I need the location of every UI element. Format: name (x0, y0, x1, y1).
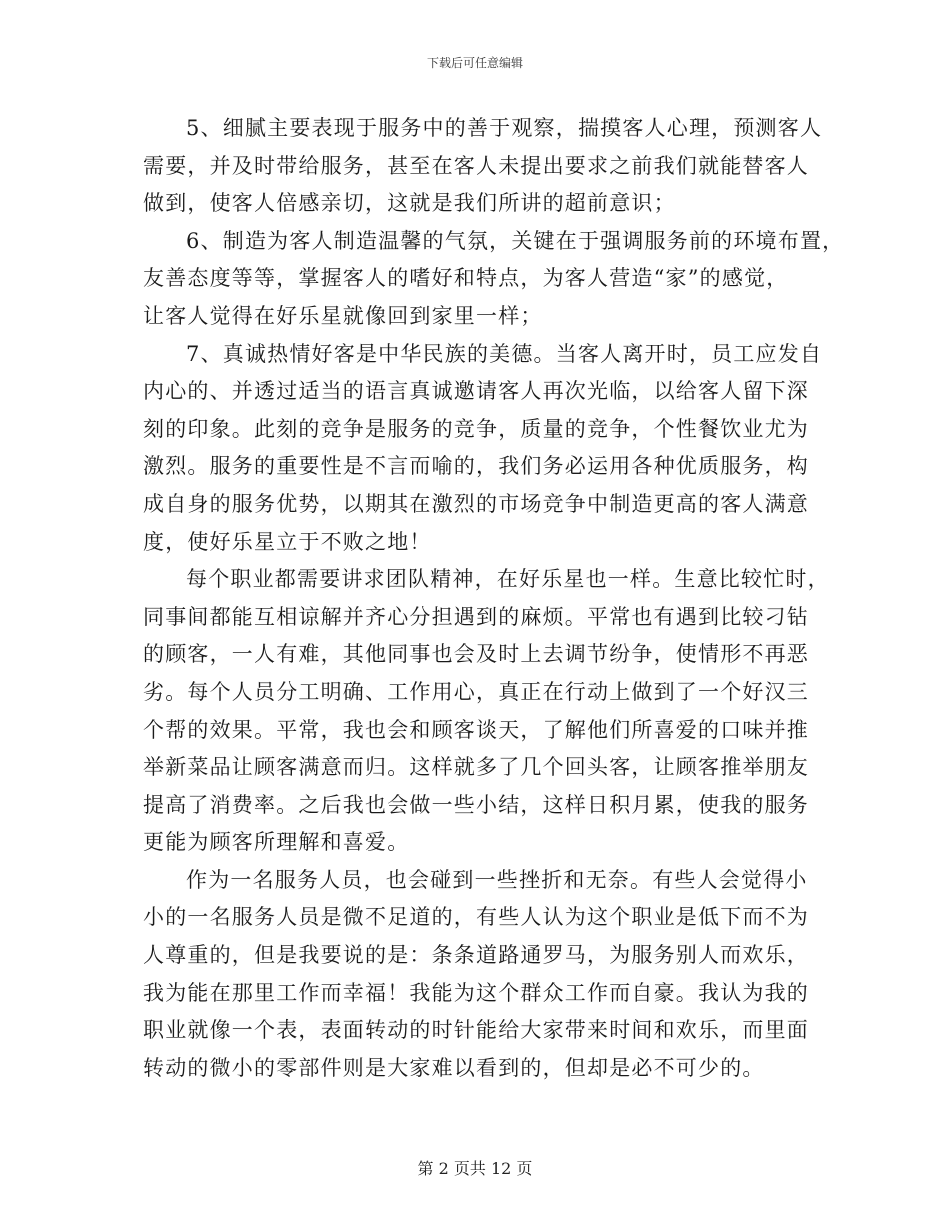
text-line: 作为一名服务人员，也会碰到一些挫折和无奈。有些人会觉得小 (186, 867, 808, 892)
page-footer: 第 2 页共 12 页 (417, 1159, 533, 1178)
text-line: 个帮的效果。平常，我也会和顾客谈天，了解他们所喜爱的口味并推 (143, 717, 809, 742)
text-line: 成自身的服务优势，以期其在激烈的市场竞争中制造更高的客人满意 (143, 491, 809, 516)
text-line: 的顾客，一人有难，其他同事也会及时上去调节纷争，使情形不再恶 (143, 642, 809, 667)
text-line: 度，使好乐星立于不败之地！ (143, 529, 432, 554)
text-line: 激烈。服务的重要性是不言而喻的，我们务必运用各种优质服务，构 (143, 454, 809, 479)
text-line: 举新菜品让顾客满意而归。这样就多了几个回头客，让顾客推举朋友 (143, 755, 809, 780)
text-line: 7、真诚热情好客是中华民族的美德。当客人离开时，员工应发自 (186, 341, 823, 366)
text-line: 做到，使客人倍感亲切，这就是我们所讲的超前意识； (143, 191, 676, 216)
text-line: 刻的印象。此刻的竞争是服务的竞争，质量的竞争，个性餐饮业尤为 (143, 416, 809, 441)
text-line: 需要，并及时带给服务，甚至在客人未提出要求之前我们就能替客人 (143, 153, 809, 178)
text-line: 转动的微小的零部件则是大家难以看到的，但却是必不可少的。 (143, 1055, 765, 1080)
text-line: 同事间都能互相谅解并齐心分担遇到的麻烦。平常也有遇到比较刁钻 (143, 604, 809, 629)
text-line: 人尊重的，但是我要说的是：条条道路通罗马，为服务别人而欢乐， (143, 943, 809, 968)
text-line: 每个职业都需要讲求团队精神，在好乐星也一样。生意比较忙时， (186, 567, 830, 592)
text-line: 提高了消费率。之后我也会做一些小结，这样日积月累，使我的服务 (143, 792, 809, 817)
page-header: 下载后可任意编辑 (426, 56, 523, 70)
text-line: 我为能在那里工作而幸福！我能为这个群众工作而自豪。我认为我的 (143, 980, 809, 1005)
text-line: 5、细腻主要表现于服务中的善于观察，揣摸客人心理，预测客人 (186, 116, 823, 140)
text-line: 内心的、并透过适当的语言真诚邀请客人再次光临，以给客人留下深 (143, 379, 809, 404)
text-line: 6、制造为客人制造温馨的气氛，关键在于强调服务前的环境布置， (186, 228, 845, 253)
body-text (143, 110, 845, 1087)
text-line: 友善态度等等，掌握客人的嗜好和特点，为客人营造“家”的感觉， (143, 266, 789, 291)
text-line: 小的一名服务人员是微不足道的，有些人认为这个职业是低下而不为 (143, 905, 809, 930)
text-line: 更能为顾客所理解和喜爱。 (143, 830, 410, 855)
text-line: 劣。每个人员分工明确、工作用心，真正在行动上做到了一个好汉三 (143, 679, 809, 704)
text-line: 职业就像一个表，表面转动的时针能给大家带来时间和欢乐，而里面 (143, 1018, 809, 1043)
text-line: 让客人觉得在好乐星就像回到家里一样； (143, 303, 543, 328)
